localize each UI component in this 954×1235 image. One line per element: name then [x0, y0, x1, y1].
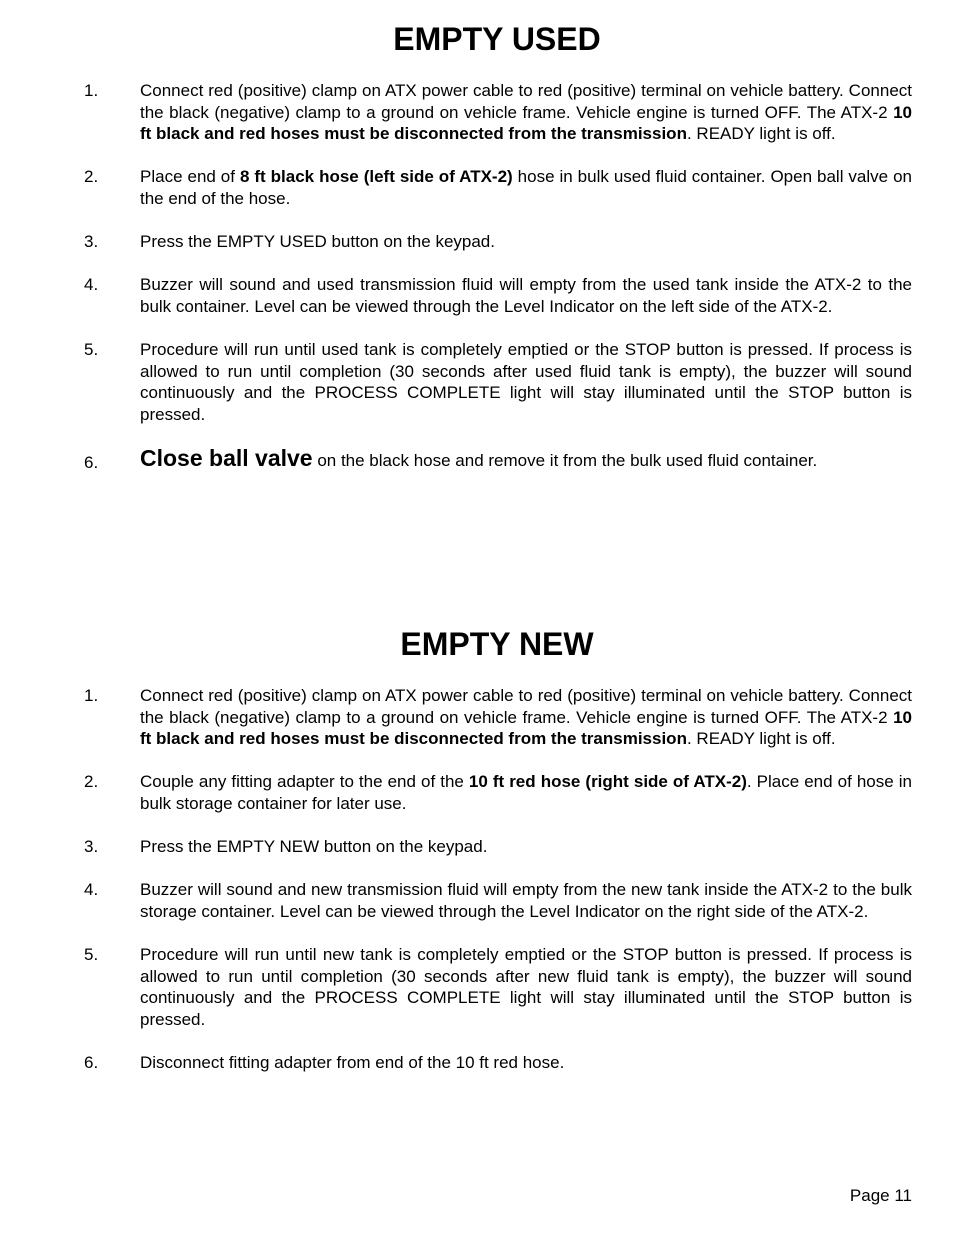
list-item: [84, 166, 912, 209]
list-item: [84, 339, 912, 425]
step-text: Press the EMPTY USED button on the keypad.: [140, 232, 495, 252]
step-text-part: . READY light is off.: [686, 729, 836, 749]
list-item: [84, 274, 912, 317]
step-text-part: Place end of: [140, 167, 240, 187]
step-text: Press the EMPTY NEW button on the keypad.: [140, 837, 488, 857]
list-item: [84, 685, 912, 750]
step-number: 6.: [84, 1053, 99, 1073]
list-item: [84, 1052, 912, 1074]
step-bold-text: 10 ft black and red hoses must be disconnected from the transmission: [140, 102, 912, 144]
step-text-part: . READY light is off.: [686, 124, 836, 144]
step-number: 4.: [84, 880, 99, 900]
list-item: [84, 231, 912, 253]
step-bold-text: 8 ft black hose (left side of ATX-2): [239, 167, 513, 187]
step-text: Disconnect fitting adapter from end of the 10 ft red hose.: [140, 1053, 565, 1073]
step-number: 4.: [84, 275, 99, 295]
step-text-part: Connect red (positive) clamp on ATX power cable to red (positive) terminal on vehicle battery. Connect the black (negative) clamp to a ground on vehicle frame. Vehicle engine is turned OFF. The ATX-2: [140, 81, 912, 122]
step-text-part: on the black hose and remove it from the bulk used fluid container.: [312, 450, 818, 470]
page-number: Page 11: [849, 1186, 912, 1205]
list-item: [84, 944, 912, 1030]
step-text-part: Couple any fitting adapter to the end of the: [140, 772, 469, 792]
step-text: [140, 80, 912, 145]
step-bold-text: 10 ft red hose (right side of ATX-2): [468, 772, 747, 792]
step-number: 3.: [84, 837, 99, 857]
step-number: 2.: [84, 167, 99, 187]
step-text-part: hose in bulk used fluid container. Open ball valve on the end of the hose.: [140, 167, 912, 208]
step-number: 1.: [84, 686, 99, 705]
step-number: 5.: [84, 340, 99, 360]
step-text-part: Connect red (positive) clamp on ATX power cable to red (positive) terminal on vehicle battery. Connect the black (negative) clamp to a ground on vehicle frame. Vehicle engine is turned OFF. The ATX-2: [140, 686, 912, 727]
step-bold-text: 10 ft black and red hoses must be disconnected from the transmission: [140, 707, 912, 749]
list-item: [84, 836, 912, 858]
step-text: Buzzer will sound and new transmission fluid will empty from the new tank inside the ATX-2 to the bulk storage container. Level can be viewed through the Level Indicator on the right side of the ATX-2.: [140, 880, 912, 921]
step-number: 1.: [84, 81, 99, 100]
step-number: 6.: [84, 452, 99, 472]
section-title-empty-new: EMPTY NEW: [400, 626, 594, 662]
list-item: [84, 771, 912, 814]
list-item: [84, 879, 912, 922]
step-text: [140, 771, 912, 814]
step-emphasis-text: Close ball valve: [140, 444, 313, 471]
list-item: [84, 444, 912, 472]
section-title-empty-used: EMPTY USED: [393, 21, 601, 57]
step-text-part: . Place end of hose in bulk storage container for later use.: [140, 772, 912, 813]
step-text: [140, 685, 912, 750]
step-number: 3.: [84, 232, 99, 252]
list-item: [84, 80, 912, 145]
step-text: [140, 444, 912, 472]
step-text: [140, 166, 912, 209]
step-text: Buzzer will sound and used transmission fluid will empty from the used tank inside the ATX-2 to the bulk container. Level can be viewed through the Level Indicator on the left side of the ATX-2.: [140, 275, 912, 316]
step-number: 2.: [84, 772, 99, 792]
empty-new-steps: [84, 685, 912, 1074]
step-text: Procedure will run until used tank is completely emptied or the STOP button is pressed. If process is allowed to run until completion (30 seconds after used fluid tank is empty), the buzzer will sound continuously and the PROCESS COMPLETE light will stay illuminated until the STOP button is pressed.: [140, 340, 912, 424]
step-number: 5.: [84, 945, 99, 965]
step-text: Procedure will run until new tank is completely emptied or the STOP button is pressed. If process is allowed to run until completion (30 seconds after new fluid tank is empty), the buzzer will sound continuously and the PROCESS COMPLETE light will stay illuminated until the STOP button is pressed.: [140, 945, 912, 1029]
empty-used-steps: [84, 80, 912, 471]
